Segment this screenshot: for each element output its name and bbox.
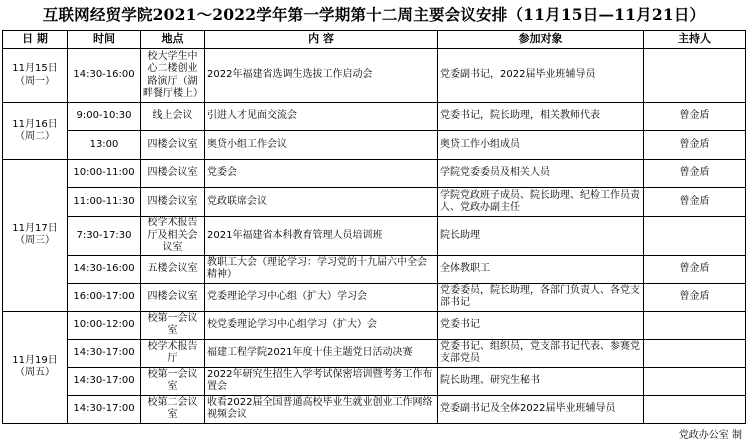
location-cell: 校第一会议室 — [141, 311, 205, 339]
time-cell: 11:00-11:30 — [68, 188, 141, 217]
location-cell: 校大学生中心二楼创业路演厅（湖畔餐厅楼上） — [141, 49, 205, 103]
time-cell: 14:30-16:00 — [68, 49, 141, 103]
meeting-schedule-table — [2, 30, 746, 424]
host-cell — [644, 339, 746, 367]
host-cell — [644, 49, 746, 103]
location-cell: 五楼会议室 — [141, 255, 205, 283]
content-cell: 党委理论学习中心组（扩大）学习会 — [205, 283, 438, 311]
location-cell: 线上会议 — [141, 103, 205, 131]
host-cell: 曾金盾 — [644, 103, 746, 131]
location-cell: 校学术报告厅 — [141, 339, 205, 367]
time-cell: 9:00-10:30 — [68, 103, 141, 131]
content-cell: 奥贷小组工作会议 — [205, 131, 438, 160]
time-cell: 14:30-16:00 — [68, 255, 141, 283]
header-attendees: 参加对象 — [438, 31, 644, 49]
attendees-cell: 党委书记、组织员，党支部书记代表、参赛党支部党员 — [438, 339, 644, 367]
attendees-cell: 党委副书记及全体2022届毕业班辅导员 — [438, 395, 644, 423]
location-cell: 四楼会议室 — [141, 131, 205, 160]
host-cell: 曾金盾 — [644, 160, 746, 188]
time-cell: 7:30-17:30 — [68, 217, 141, 256]
attendees-cell: 院长助理、研究生秘书 — [438, 367, 644, 395]
location-cell: 校第一会议室 — [141, 367, 205, 395]
content-cell: 党政联席会议 — [205, 188, 438, 217]
date-cell: 11月19日（周五） — [3, 311, 68, 423]
location-cell: 校学术报告厅及相关会议室 — [141, 217, 205, 256]
table-row — [3, 217, 746, 256]
time-cell: 10:00-11:00 — [68, 160, 141, 188]
table-row — [3, 188, 746, 217]
location-cell: 四楼会议室 — [141, 160, 205, 188]
date-cell: 11月17日（周三） — [3, 160, 68, 312]
host-cell — [644, 311, 746, 339]
header-location: 地点 — [141, 31, 205, 49]
content-cell: 党委会 — [205, 160, 438, 188]
host-cell — [644, 395, 746, 423]
time-cell: 10:00-12:00 — [68, 311, 141, 339]
attendees-cell: 全体教职工 — [438, 255, 644, 283]
content-cell: 引进人才见面交流会 — [205, 103, 438, 131]
table-row — [3, 339, 746, 367]
header-date: 日 期 — [3, 31, 68, 49]
location-cell: 四楼会议室 — [141, 188, 205, 217]
attendees-cell: 党委书记 — [438, 311, 644, 339]
header-time: 时间 — [68, 31, 141, 49]
attendees-cell: 院长助理 — [438, 217, 644, 256]
content-cell: 收看2022届全国普通高校毕业生就业创业工作网络视频会议 — [205, 395, 438, 423]
content-cell: 2022年福建省选调生选拔工作启动会 — [205, 49, 438, 103]
time-cell: 13:00 — [68, 131, 141, 160]
attendees-cell: 党委委员，院长助理，各部门负责人、各党支部书记 — [438, 283, 644, 311]
footer-signature: 党政办公室 制 — [678, 430, 742, 441]
table-row — [3, 49, 746, 103]
header-row — [3, 31, 746, 49]
table-row — [3, 103, 746, 131]
attendees-cell: 奥贷工作小组成员 — [438, 131, 644, 160]
time-cell: 14:30-17:00 — [68, 339, 141, 367]
table-row — [3, 131, 746, 160]
content-cell: 校党委理论学习中心组学习（扩大）会 — [205, 311, 438, 339]
host-cell — [644, 367, 746, 395]
location-cell: 四楼会议室 — [141, 283, 205, 311]
page-title: 互联网经贸学院2021～2022学年第一学期第十二周主要会议安排（11月15日—11月21日） — [42, 5, 706, 24]
host-cell: 曾金盾 — [644, 131, 746, 160]
attendees-cell: 党委副书记，2022届毕业班辅导员 — [438, 49, 644, 103]
content-cell: 2021年福建省本科教育管理人员培训班 — [205, 217, 438, 256]
attendees-cell: 党委书记，院长助理，相关教师代表 — [438, 103, 644, 131]
time-cell: 14:30-17:00 — [68, 395, 141, 423]
host-cell: 曾金盾 — [644, 283, 746, 311]
content-cell: 教职工大会（理论学习：学习党的十九届六中全会精神） — [205, 255, 438, 283]
time-cell: 16:00-17:00 — [68, 283, 141, 311]
date-cell: 11月16日（周二） — [3, 103, 68, 160]
table-row — [3, 283, 746, 311]
time-cell: 14:30-17:00 — [68, 367, 141, 395]
host-cell: 曾金盾 — [644, 255, 746, 283]
date-cell: 11月15日（周一） — [3, 49, 68, 103]
host-cell: 曾金盾 — [644, 188, 746, 217]
host-cell — [644, 217, 746, 256]
table-row — [3, 255, 746, 283]
content-cell: 2022年研究生招生入学考试保密培训暨考务工作布置会 — [205, 367, 438, 395]
location-cell: 校第二会议室 — [141, 395, 205, 423]
header-content: 内 容 — [205, 31, 438, 49]
attendees-cell: 学院党委委员及相关人员 — [438, 160, 644, 188]
table-row — [3, 160, 746, 188]
content-cell: 福建工程学院2021年度十佳主题党日活动决赛 — [205, 339, 438, 367]
table-row — [3, 367, 746, 395]
table-row — [3, 311, 746, 339]
header-host: 主持人 — [644, 31, 746, 49]
attendees-cell: 学院党政班子成员、院长助理、纪检工作员责人、党政办副主任 — [438, 188, 644, 217]
table-row — [3, 395, 746, 423]
